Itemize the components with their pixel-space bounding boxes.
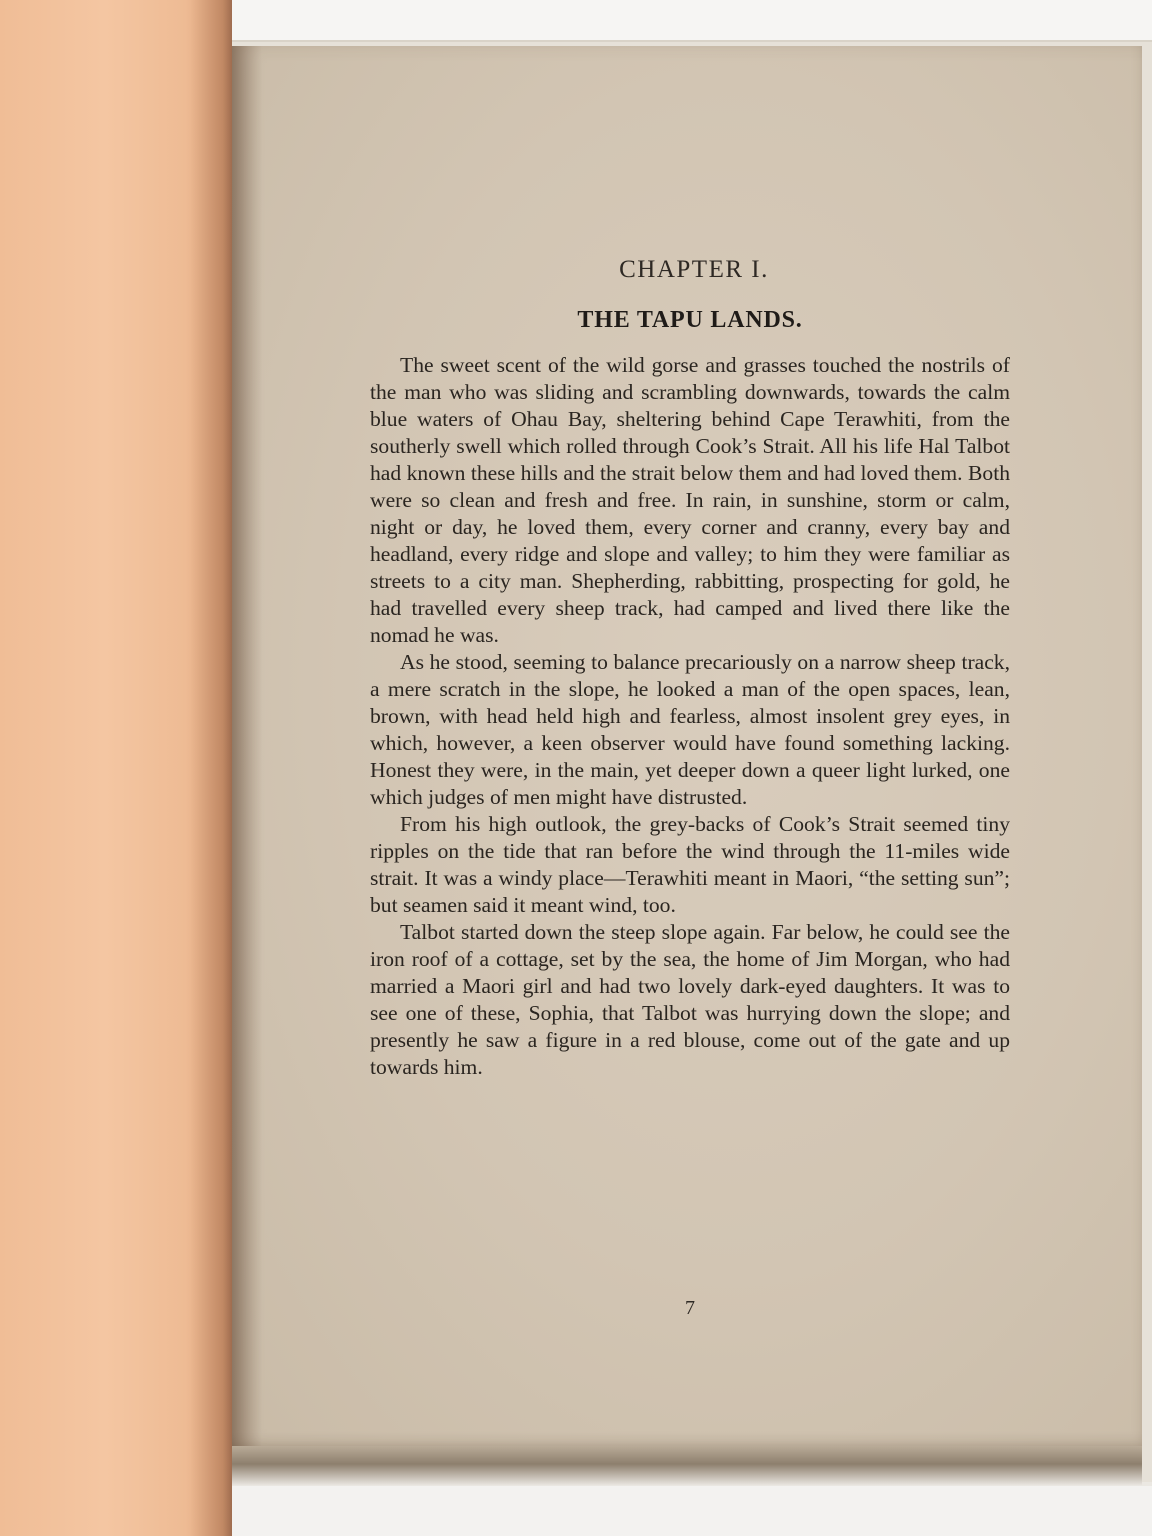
page-gutter: [232, 46, 262, 1446]
page-text-block: [370, 250, 1010, 1081]
page-number: 7: [685, 1297, 695, 1319]
paragraph-1: The sweet scent of the wild gorse and grasses touched the nostrils of the man who was sliding and scrambling downwards, towards the calm blue waters of Ohau Bay, sheltering behind Cape Terawhiti, from the southerly swell which rolled through Cook’s Strait. All his life Hal Talbot had known these hills and the strait below them and had loved them. Both were so clean and fresh and free. In rain, in sunshine, storm or calm, night or day, he loved them, every corner and cranny, every bay and headland, every ridge and slope and valley; to him they were familiar as streets to a city man. Shepherding, rabbitting, prospecting for gold, he had travelled every sheep track, had camped and lived there like the nomad he was.: [370, 353, 1010, 647]
page-bottom-edge: [232, 1446, 1142, 1486]
paragraph-4: Talbot started down the steep slope again. Far below, he could see the iron roof of a cottage, set by the sea, the home of Jim Morgan, who had married a Maori girl and had two lovely dark-eyed daughters. It was to see one of these, Sophia, that Talbot was hurrying down the slope; and presently he saw a figure in a red blouse, come out of the gate and up towards him.: [370, 920, 1010, 1079]
paragraph-3: From his high outlook, the grey-backs of Cook’s Strait seemed tiny ripples on the tide that ran before the wind through the 11-miles wide strait. It was a windy place—Terawhiti meant in Maori, “the setting sun”; but seamen said it meant wind, too.: [370, 812, 1010, 917]
paragraph-2: As he stood, seeming to balance precariously on a narrow sheep track, a mere scratch in the slope, he looked a man of the open spaces, lean, brown, with head held high and fearless, almost insolent grey eyes, in which, however, a keen observer would have found something lacking. Honest they were, in the main, yet deeper down a queer light lurked, one which judges of men might have distrusted.: [370, 650, 1010, 809]
table-surface: [232, 1486, 1152, 1536]
chapter-title: THE TAPU LANDS.: [577, 307, 803, 333]
chapter-heading: CHAPTER I.: [619, 256, 769, 283]
